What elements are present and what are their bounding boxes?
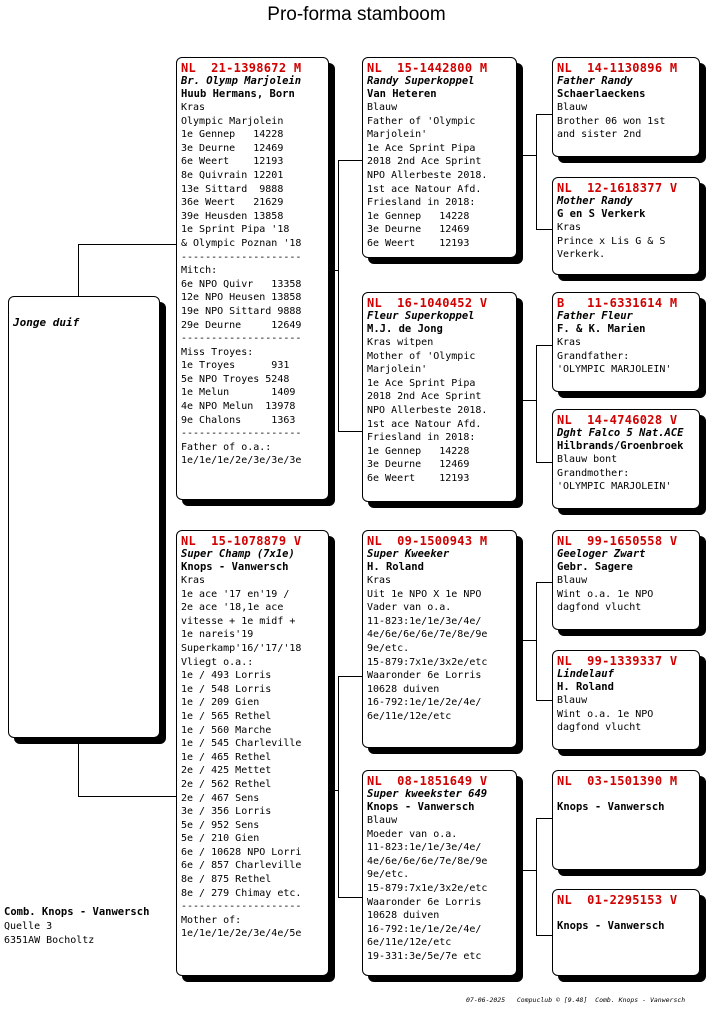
breeder-name: Knops - Vanwersch: [557, 920, 665, 932]
pedigree-note: 2018 2nd Ace Sprint: [367, 391, 482, 403]
pedigree-note: 4e/6e/6e/6e/7e/8e/9e: [367, 629, 488, 641]
owner-address: [4, 905, 149, 948]
pedigree-note: 1e / 209 Gien: [181, 697, 260, 709]
pedigree-note: 1e Gennep 14228: [181, 129, 284, 141]
connector-line: [338, 160, 339, 432]
ring-number: NL 16-1040452 V: [367, 296, 488, 310]
ring-number: NL 99-1650558 V: [557, 534, 678, 548]
pedigree-note: 6e Weert 12193: [367, 237, 470, 249]
pedigree-note: Marjolein': [367, 129, 428, 141]
pedigree-note: 13e Sittard 9888: [181, 183, 284, 195]
pedigree-note: Moeder van o.a.: [367, 828, 458, 840]
footer-date: 07-06-2025: [466, 996, 506, 1004]
pedigree-note: 2e ace '18,1e ace: [181, 602, 284, 614]
connector-line: [536, 462, 552, 463]
footer-owner: Comb. Knops - Vanwersch: [595, 996, 686, 1004]
pedigree-note: 1e / 545 Charleville: [181, 738, 302, 750]
connector-line: [536, 345, 552, 346]
ring-number: NL 15-1442800 M: [367, 61, 488, 75]
pedigree-note: dagfond vlucht: [557, 602, 642, 614]
pedigree-note: 6e/11e/12e/etc: [367, 710, 452, 722]
pedigree-note: Prince x Lis G & S: [557, 235, 666, 247]
pedigree-note: Marjolein': [367, 364, 428, 376]
pedigree-note: 6e / 857 Charleville: [181, 860, 302, 872]
pigeon-name: Lindelauf: [557, 668, 614, 680]
footer-program: Compuclub © [9.48]: [516, 996, 588, 1004]
pedigree-note: 6e NPO Quivr 13358: [181, 278, 302, 290]
mother-dam-card[interactable]: [362, 770, 517, 976]
pedigree-note: 6e/11e/12e/etc: [367, 937, 452, 949]
owner-street: Quelle 3: [4, 921, 53, 932]
ring-number: NL 21-1398672 M: [181, 61, 302, 75]
pedigree-note: 6e / 10628 NPO Lorri: [181, 846, 302, 858]
pedigree-note: 8e Quivrain 12201: [181, 169, 284, 181]
ring-number: NL 01-2295153 V: [557, 893, 678, 907]
pedigree-note: 12e NPO Heusen 13858: [181, 292, 302, 304]
connector-line: [536, 935, 552, 936]
pedigree-note: 1e ace '17 en'19 /: [181, 588, 290, 600]
connector-line: [338, 897, 362, 898]
pedigree-note: 8e / 875 Rethel: [181, 874, 272, 886]
mm-dam-card[interactable]: [552, 889, 700, 976]
subject-label: Jonge duif: [13, 316, 80, 329]
pedigree-note: 4e/6e/6e/6e/7e/8e/9e: [367, 855, 488, 867]
pedigree-note: 1e nareis'19: [181, 629, 254, 641]
pedigree-note: 3e Deurne 12469: [367, 459, 470, 471]
connector-line: [536, 818, 552, 819]
connector-line: [338, 676, 362, 677]
pedigree-note: 'OLYMPIC MARJOLEIN': [557, 481, 672, 493]
pedigree-note: Brother 06 won 1st: [557, 115, 666, 127]
breeder-name: G en S Verkerk: [557, 208, 646, 220]
breeder-name: Gebr. Sagere: [557, 561, 633, 573]
pigeon-name: Super kweekster 649: [367, 788, 488, 800]
pedigree-note: 8e / 279 Chimay etc.: [181, 887, 302, 899]
pedigree-note: Friesland in 2018:: [367, 197, 476, 209]
connector-line: [338, 160, 362, 161]
pedigree-note: 6e Weert 12193: [181, 156, 284, 168]
pedigree-note: 9e Chalons 1363: [181, 414, 296, 426]
pedigree-note: Miss Troyes:: [181, 346, 254, 358]
breeder-name: Van Heteren: [367, 88, 437, 100]
pigeon-name: Randy Superkoppel: [367, 75, 475, 87]
pedigree-note: Kras: [367, 575, 392, 586]
pedigree-note: Waaronder 6e Lorris: [367, 896, 482, 908]
pigeon-name: Father Randy: [557, 75, 633, 87]
pedigree-note: 4e NPO Melun 13978: [181, 401, 296, 413]
pigeon-name: Mother Randy: [557, 195, 633, 207]
connector-line: [517, 870, 537, 871]
pigeon-name: Super Kweeker: [367, 548, 450, 560]
ring-number: NL 08-1851649 V: [367, 774, 488, 788]
pedigree-note: 10628 duiven: [367, 910, 440, 922]
pedigree-note: Wint o.a. 1e NPO: [557, 708, 654, 720]
pedigree-note: Blauw: [557, 102, 588, 113]
connector-line: [536, 582, 552, 583]
pedigree-note: Mitch:: [181, 265, 218, 277]
subject-pigeon-card[interactable]: [8, 296, 160, 738]
pedigree-note: 2e / 425 Mettet: [181, 765, 272, 777]
ring-number: NL 09-1500943 M: [367, 534, 488, 548]
connector-line: [536, 114, 537, 230]
pedigree-note: 1e / 493 Lorris: [181, 670, 272, 682]
pedigree-note: Friesland in 2018:: [367, 432, 476, 444]
footer-meta: [466, 996, 685, 1004]
pedigree-note: 'OLYMPIC MARJOLEIN': [557, 364, 672, 376]
page-title: Pro-forma stamboom: [267, 4, 446, 25]
pedigree-note: 1e Ace Sprint Pipa: [367, 377, 476, 389]
connector-line: [536, 818, 537, 936]
ring-number: NL 12-1618377 V: [557, 181, 678, 195]
pedigree-note: 1e/1e/1e/2e/3e/4e/5e: [181, 928, 302, 940]
ring-number: NL 99-1339337 V: [557, 654, 678, 668]
pedigree-note: Waaronder 6e Lorris: [367, 670, 482, 682]
connector-line: [338, 676, 339, 898]
mother-card[interactable]: [176, 530, 329, 976]
pedigree-note: 9e/etc.: [367, 642, 410, 654]
breeder-name: H. Roland: [367, 561, 424, 573]
connector-line: [517, 400, 537, 401]
pedigree-note: Verkerk.: [557, 249, 606, 261]
connector-line: [517, 640, 537, 641]
pedigree-note: 5e / 210 Gien: [181, 833, 260, 845]
pedigree-note: 3e Deurne 12469: [367, 224, 470, 236]
pedigree-note: 1e / 560 Marche: [181, 724, 272, 736]
fm-sire-card[interactable]: [552, 292, 700, 392]
ff-dam-card[interactable]: [552, 177, 700, 275]
pedigree-note: and sister 2nd: [557, 129, 642, 141]
pedigree-note: 1e Ace Sprint Pipa: [367, 142, 476, 154]
pedigree-note: Kras: [181, 102, 206, 113]
breeder-name: Schaerlaeckens: [557, 88, 646, 100]
mm-sire-card[interactable]: [552, 770, 700, 870]
father-card[interactable]: [176, 57, 329, 500]
owner-name: Comb. Knops - Vanwersch: [4, 906, 150, 918]
pedigree-note: Grandmother:: [557, 467, 630, 479]
owner-city: 6351AW Bocholtz: [4, 935, 95, 946]
pedigree-note: --------------------: [181, 333, 302, 345]
pedigree-note: 16-792:1e/1e/2e/4e/: [367, 697, 482, 709]
pedigree-note: 19-331:3e/5e/7e etc: [367, 950, 482, 962]
connector-line: [78, 244, 176, 245]
pedigree-note: --------------------: [181, 901, 302, 913]
pedigree-note: 39e Heusden 13858: [181, 210, 284, 222]
pedigree-note: --------------------: [181, 251, 302, 263]
ring-number: NL 14-1130896 M: [557, 61, 678, 75]
pedigree-note: Superkamp'16/'17/'18: [181, 642, 302, 654]
connector-line: [338, 431, 362, 432]
pedigree-note: dagfond vlucht: [557, 722, 642, 734]
father-dam-card[interactable]: [362, 292, 517, 502]
pigeon-name: Super Champ (7x1e): [181, 548, 295, 560]
connector-line: [517, 155, 537, 156]
pedigree-note: 2018 2nd Ace Sprint: [367, 156, 482, 168]
pedigree-note: Father of o.a.:: [181, 441, 272, 453]
pedigree-note: 1e Melun 1409: [181, 387, 296, 399]
pedigree-note: Kras witpen: [367, 337, 434, 348]
pedigree-note: --------------------: [181, 428, 302, 440]
breeder-name: F. & K. Marien: [557, 323, 646, 335]
pedigree-note: Vliegt o.a.:: [181, 656, 254, 668]
pigeon-name: Fleur Superkoppel: [367, 310, 475, 322]
pedigree-note: 9e/etc.: [367, 869, 410, 881]
pedigree-note: Blauw: [367, 102, 398, 113]
pedigree-note: Blauw: [367, 815, 398, 826]
pedigree-note: Kras: [557, 337, 582, 348]
pigeon-name: Geeloger Zwart: [557, 548, 646, 560]
mother-sire-card[interactable]: [362, 530, 517, 748]
pedigree-note: Olympic Marjolein: [181, 115, 284, 127]
connector-line: [78, 796, 176, 797]
connector-line: [78, 738, 79, 796]
pedigree-note: 16-792:1e/1e/2e/4e/: [367, 923, 482, 935]
breeder-name: Knops - Vanwersch: [367, 801, 475, 813]
pedigree-note: 6e Weert 12193: [367, 472, 470, 484]
pedigree-note: NPO Allerbeste 2018.: [367, 404, 488, 416]
connector-line: [536, 582, 537, 701]
breeder-name: Knops - Vanwersch: [557, 801, 665, 813]
pedigree-note: & Olympic Poznan '18: [181, 237, 302, 249]
pedigree-note: 1e / 565 Rethel: [181, 710, 272, 722]
pedigree-note: 11-823:1e/1e/3e/4e/: [367, 615, 482, 627]
pedigree-note: Blauw: [557, 575, 588, 586]
pedigree-note: 15-879:7x1e/3x2e/etc: [367, 882, 488, 894]
pedigree-note: Vader van o.a.: [367, 602, 452, 614]
ff-sire-card[interactable]: [552, 57, 700, 157]
pedigree-note: Mother of:: [181, 914, 242, 926]
pedigree-note: 10628 duiven: [367, 683, 440, 695]
breeder-name: Hilbrands/Groenbroek: [557, 440, 684, 452]
pedigree-note: Mother of 'Olympic: [367, 350, 476, 362]
pedigree-note: Kras: [181, 575, 206, 586]
pedigree-note: 5e NPO Troyes 5248: [181, 373, 290, 385]
pedigree-note: Kras: [557, 222, 582, 233]
pedigree-note: 1e Troyes 931: [181, 360, 290, 372]
pedigree-note: 1e/1e/1e/2e/3e/3e/3e: [181, 455, 302, 467]
father-sire-card[interactable]: [362, 57, 517, 258]
ring-number: NL 15-1078879 V: [181, 534, 302, 548]
pedigree-note: 36e Weert 21629: [181, 197, 284, 209]
pedigree-note: Wint o.a. 1e NPO: [557, 588, 654, 600]
pedigree-note: 2e / 562 Rethel: [181, 778, 272, 790]
pedigree-note: 1e / 465 Rethel: [181, 751, 272, 763]
ring-number: NL 14-4746028 V: [557, 413, 678, 427]
pedigree-note: 1e Gennep 14228: [367, 445, 470, 457]
connector-line: [536, 114, 552, 115]
connector-line: [536, 345, 537, 463]
pedigree-note: 5e / 952 Sens: [181, 819, 260, 831]
pedigree-note: 1e / 548 Lorris: [181, 683, 272, 695]
pedigree-note: Grandfather:: [557, 350, 630, 362]
ring-number: B 11-6331614 M: [557, 296, 678, 310]
breeder-name: H. Roland: [557, 681, 614, 693]
pedigree-note: 2e / 467 Sens: [181, 792, 260, 804]
mf-dam-card[interactable]: [552, 650, 700, 750]
pigeon-name: Father Fleur: [557, 310, 633, 322]
pigeon-name: Dght Falco 5 Nat.ACE: [557, 427, 684, 439]
pedigree-note: 3e / 356 Lorris: [181, 806, 272, 818]
pedigree-note: 11-823:1e/1e/3e/4e/: [367, 842, 482, 854]
breeder-name: Huub Hermans, Born: [181, 88, 295, 100]
pedigree-note: 3e Deurne 12469: [181, 142, 284, 154]
pedigree-note: 29e Deurne 12649: [181, 319, 302, 331]
pedigree-note: Blauw bont: [557, 454, 618, 465]
breeder-name: M.J. de Jong: [367, 323, 443, 335]
pedigree-note: 1st ace Natour Afd.: [367, 418, 482, 430]
pedigree-note: Uit 1e NPO X 1e NPO: [367, 588, 482, 600]
pigeon-name: Br. Olymp Marjolein: [181, 75, 302, 87]
ring-number: NL 03-1501390 M: [557, 774, 678, 788]
pedigree-note: Blauw: [557, 695, 588, 706]
pedigree-note: 1e Gennep 14228: [367, 210, 470, 222]
pedigree-note: Father of 'Olympic: [367, 115, 476, 127]
breeder-name: Knops - Vanwersch: [181, 561, 289, 573]
connector-line: [536, 700, 552, 701]
pedigree-note: 1st ace Natour Afd.: [367, 183, 482, 195]
pedigree-note: vitesse + 1e midf +: [181, 615, 296, 627]
pedigree-note: 1e Sprint Pipa '18: [181, 224, 290, 236]
pedigree-note: NPO Allerbeste 2018.: [367, 169, 488, 181]
pedigree-note: 15-879:7x1e/3x2e/etc: [367, 656, 488, 668]
fm-dam-card[interactable]: [552, 409, 700, 509]
connector-line: [78, 244, 79, 298]
mf-sire-card[interactable]: [552, 530, 700, 630]
connector-line: [536, 229, 552, 230]
pedigree-note: 19e NPO Sittard 9888: [181, 305, 302, 317]
